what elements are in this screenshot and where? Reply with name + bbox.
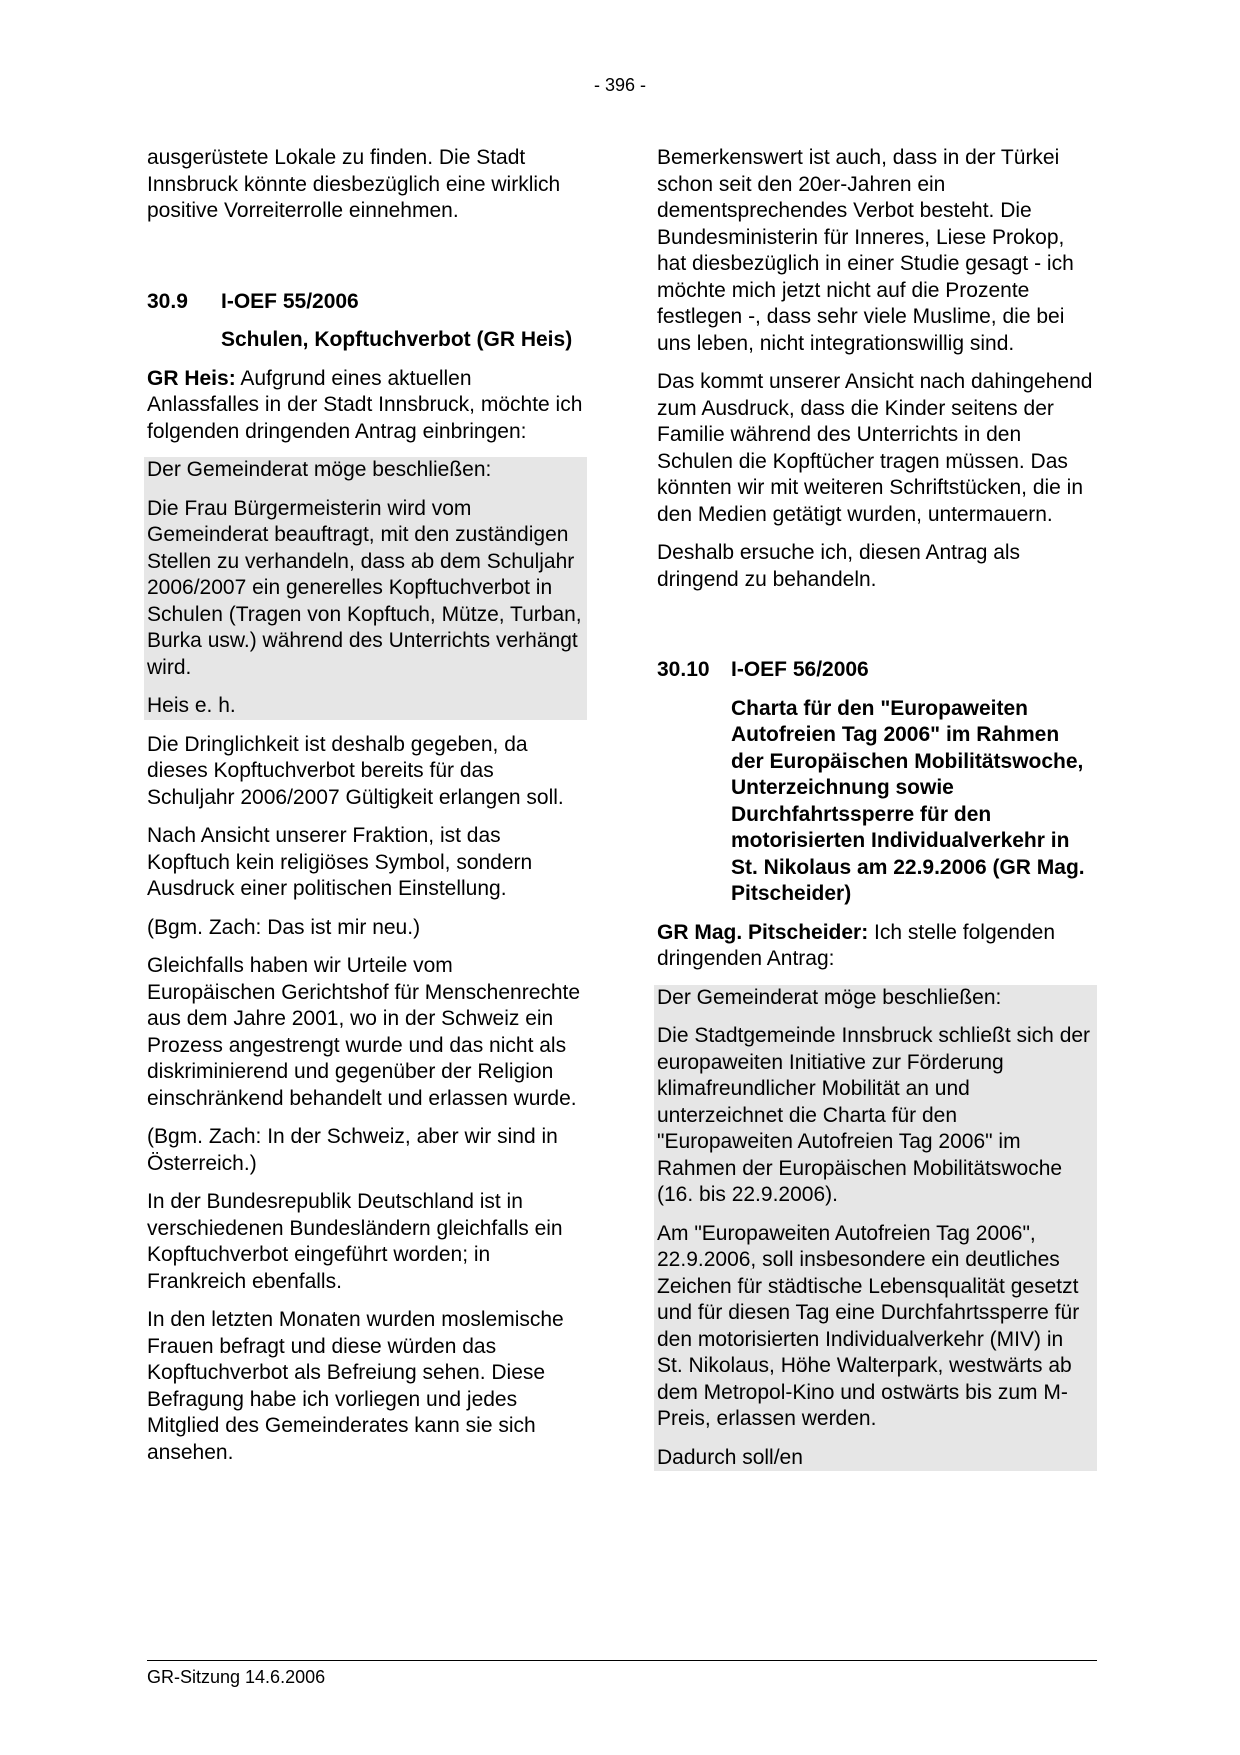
motion-body: Die Stadtgemeinde Innsbruck schließt sich der europaweiten Initiative zur Förderung klimafreundlicher Mobilität an und unterzeichnet die Charta für den "Europaweiten Autofreien Tag 2006" im Rahmen der Europäischen Mobilitätswoche (16. bis 22.9.2006).	[657, 1024, 1091, 1206]
section-title: Charta für den "Europaweiten Autofreien Tag 2006" im Rahmen der Europäischen Mobilitätswoche, Unterzeichnung sowie Durchfahrtssperre für den motorisierten Individualverkehr in St. Nikolaus am 22.9.2006 (GR Mag. Pitscheider)	[731, 696, 1085, 905]
paragraph: Deshalb ersuche ich, diesen Antrag als dringend zu behandeln.	[657, 541, 1021, 591]
interjection: (Bgm. Zach: In der Schweiz, aber wir sind in Österreich.)	[147, 1125, 558, 1175]
paragraph: In den letzten Monaten wurden moslemische Frauen befragt und diese würden das Kopftuchverbot als Befreiung sehen. Diese Befragung habe ich vorliegen und jedes Mitglied des Gemeinderates kann sie sich ansehen.	[147, 1308, 564, 1464]
paragraph: Das kommt unserer Ansicht nach dahingehend zum Ausdruck, dass die Kinder seitens der Familie während des Unterrichts in den Schulen die Kopftücher tragen müssen. Das könnten wir mit weiteren Schriftstücken, die in den Medien getätigt wurden, untermauern.	[657, 370, 1093, 526]
section-title: Schulen, Kopftuchverbot (GR Heis)	[221, 328, 573, 351]
section-number: 30.9	[147, 289, 188, 313]
speaker-paragraph	[657, 920, 1097, 973]
paragraph: Gleichfalls haben wir Urteile vom Europäischen Gerichtshof für Menschenrechte aus dem Jahre 2001, wo in der Schweiz ein Prozess angestrengt wurde und das nicht als diskriminierend und gegenüber der Religion einschränkend behandelt und erlassen wurde.	[147, 954, 581, 1110]
speaker-paragraph	[147, 366, 587, 446]
motion-header: Der Gemeinderat möge beschließen:	[657, 985, 1002, 1009]
motion-header: Der Gemeinderat möge beschließen:	[147, 458, 492, 481]
section-code: I-OEF 56/2006	[731, 658, 869, 681]
motion-signature: Heis e. h.	[147, 694, 236, 717]
footer-text: GR-Sitzung 14.6.2006	[147, 1667, 326, 1687]
section-number: 30.10	[657, 658, 710, 681]
section-code: I-OEF 55/2006	[221, 289, 359, 313]
speaker-text: Aufgrund eines aktuellen Anlassfalles in der Stadt Innsbruck, möchte ich folgenden dringenden Antrag einbringen:	[147, 366, 583, 443]
paragraph: Die Dringlichkeit ist deshalb gegeben, da dieses Kopftuchverbot bereits für das Schuljahr 2006/2007 Gültigkeit erlangen soll.	[147, 732, 564, 809]
right-column	[657, 145, 1097, 1483]
paragraph: Nach Ansicht unserer Fraktion, ist das Kopftuch kein religiöses Symbol, sondern Ausdruck einer politischen Einstellung.	[147, 824, 533, 900]
footer-divider	[147, 1660, 1097, 1661]
paragraph: In der Bundesrepublik Deutschland ist in verschiedenen Bundesländern gleichfalls ein Kopftuchverbot eingeführt worden; in Frankreich ebenfalls.	[147, 1190, 563, 1293]
motion-box	[654, 985, 1097, 1472]
paragraph: Bemerkenswert ist auch, dass in der Türkei schon seit den 20er-Jahren ein dementsprechendes Verbot besteht. Die Bundesministerin für Inneres, Liese Prokop, hat diesbezüglich in einer Studie gesagt - ich möchte mich jetzt nicht auf die Prozente festlegen -, dass sehr viele Muslime, die bei uns leben, nicht integrationswillig sind.	[657, 146, 1074, 355]
section-heading-30-10	[657, 657, 1097, 684]
interjection: (Bgm. Zach: Das ist mir neu.)	[147, 915, 421, 939]
speaker-name: GR Heis:	[147, 366, 236, 390]
page-number: - 396 -	[593, 75, 647, 95]
speaker-name: GR Mag. Pitscheider:	[657, 920, 869, 944]
motion-body: Dadurch soll/en	[657, 1445, 803, 1469]
speaker-text: Ich stelle folgenden dringenden Antrag:	[657, 920, 1056, 970]
section-heading-30-9	[147, 289, 587, 316]
intro-paragraph: ausgerüstete Lokale zu finden. Die Stadt Innsbruck könnte diesbezüglich eine wirklich positive Vorreiterrolle einnehmen.	[147, 146, 561, 222]
motion-body: Am "Europaweiten Autofreien Tag 2006", 22.9.2006, soll insbesondere ein deutliches Zeichen für städtische Lebensqualität gesetzt und für diesen Tag eine Durchfahrtssperre für den motorisierten Individualverkehr (MIV) in St. Nikolaus, Höhe Walterpark, westwärts ab dem Metropol-Kino und ostwärts bis zum M-Preis, erlassen werden.	[657, 1221, 1080, 1430]
left-column	[147, 145, 587, 1478]
motion-body: Die Frau Bürgermeisterin wird vom Gemeinderat beauftragt, mit den zuständigen Stellen zu verhandeln, dass ab dem Schuljahr 2006/2007 ein generelles Kopftuchverbot in Schulen (Tragen von Kopftuch, Mütze, Turban, Burka usw.) während des Unterrichts verhängt wird.	[147, 496, 582, 679]
motion-box	[144, 457, 587, 720]
